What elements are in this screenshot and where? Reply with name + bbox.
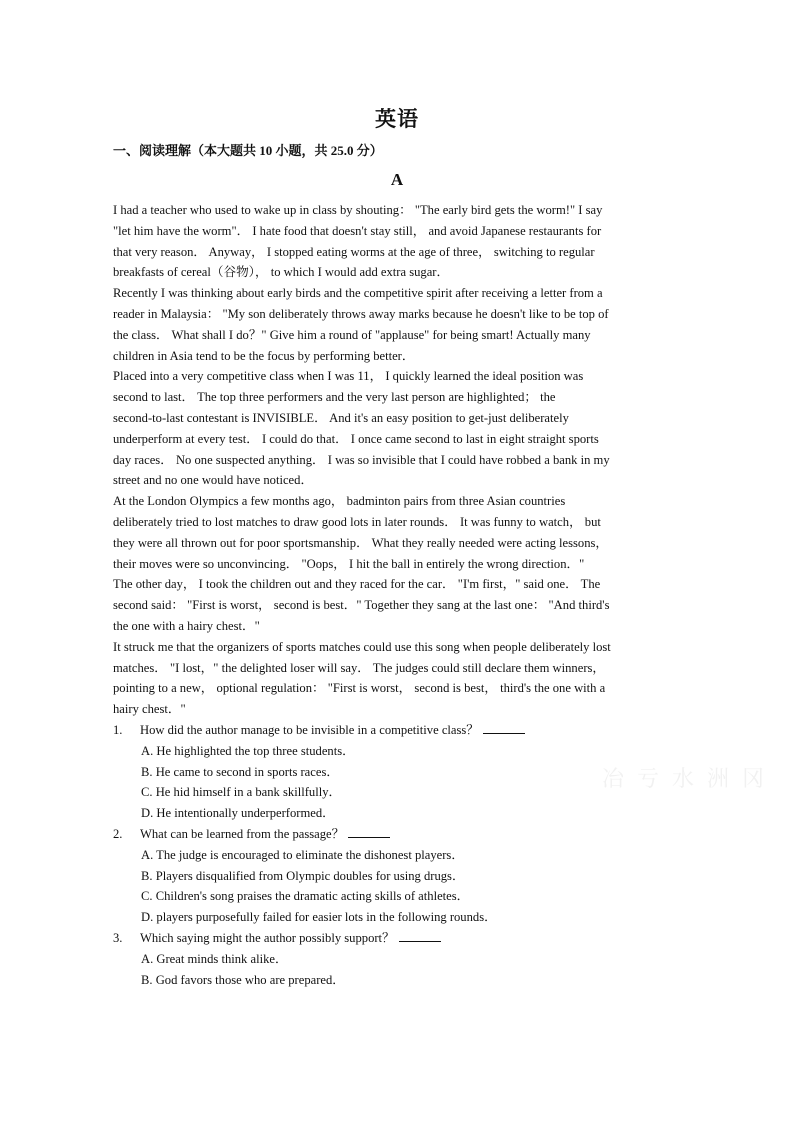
question-text: What can be learned from the passage？	[140, 826, 345, 841]
answer-option[interactable]	[113, 866, 713, 887]
option-text: D. He intentionally underperformed．	[141, 806, 335, 821]
question-list	[113, 720, 713, 990]
option-text: C. Children's song praises the dramatic acting skills of athletes．	[141, 889, 470, 904]
answer-blank[interactable]	[399, 929, 441, 942]
answer-option[interactable]	[113, 949, 713, 970]
passage-line: The other day， I took the children out and they raced for the car． "I'm first，" said one． The	[113, 577, 601, 592]
question-stem	[140, 720, 525, 741]
passage-line: hairy chest．"	[113, 702, 186, 717]
section-heading: 一、阅读理解（本大题共 10 小题，共 25.0 分）	[113, 143, 383, 158]
passage-line: children in Asia tend to be the focus by performing better．	[113, 348, 415, 363]
page-title: 英语	[375, 107, 419, 131]
passage-line: Placed into a very competitive class when I was 11， I quickly learned the ideal position was	[113, 369, 584, 384]
passage-line: second to last． The top three performers and the very last person are highlighted； the	[113, 390, 556, 405]
option-text: B. God favors those who are prepared．	[141, 972, 345, 987]
question-number: 2.	[113, 826, 123, 841]
option-text: A. He highlighted the top three students．	[141, 743, 355, 758]
answer-option[interactable]	[113, 845, 713, 866]
option-text: B. Players disqualified from Olympic doubles for using drugs．	[141, 868, 465, 883]
reading-passage	[113, 200, 673, 720]
answer-option[interactable]	[113, 907, 713, 928]
question-item	[113, 928, 713, 949]
passage-line: Recently I was thinking about early birds and the competitive spirit after receiving a letter from a	[113, 286, 603, 301]
answer-option[interactable]	[113, 741, 713, 762]
passage-line: their moves were so unconvincing． "Oops， I hit the ball in entirely the wrong direction．"	[113, 556, 585, 571]
passage-line: "let him have the worm"． I hate food that doesn't stay still， and avoid Japanese restaurants for	[113, 223, 602, 238]
question-stem	[140, 928, 441, 949]
passage-line: underperform at every test． I could do that． I once came second to last in eight straight sports	[113, 431, 599, 446]
answer-blank[interactable]	[483, 721, 525, 734]
option-text: A. Great minds think alike．	[141, 951, 288, 966]
passage-line: pointing to a new， optional regulation： "First is worst， second is best， third's the one with a	[113, 681, 606, 696]
question-text: Which saying might the author possibly support？	[140, 930, 395, 945]
passage-line: street and no one would have noticed．	[113, 473, 314, 488]
passage-line: the one with a hairy chest．"	[113, 618, 260, 633]
option-text: A. The judge is encouraged to eliminate the dishonest players．	[141, 847, 464, 862]
question-item	[113, 824, 713, 845]
answer-option[interactable]	[113, 886, 713, 907]
passage-line: deliberately tried to lost matches to draw good lots in later rounds． It was funny to watch， but	[113, 514, 601, 529]
question-stem	[140, 824, 390, 845]
answer-option[interactable]	[113, 970, 713, 991]
option-text: D. players purposefully failed for easier lots in the following rounds．	[141, 910, 497, 925]
answer-option[interactable]	[113, 803, 713, 824]
passage-line: the class． What shall I do？" Give him a round of "applause" for being smart! Actually many	[113, 327, 591, 342]
passage-line: day races． No one suspected anything． I was so invisible that I could have robbed a bank in my	[113, 452, 610, 467]
passage-line: At the London Olympics a few months ago， badminton pairs from three Asian countries	[113, 494, 566, 509]
passage-line: they were all thrown out for poor sportsmanship． What they really needed were acting lessons，	[113, 535, 608, 550]
option-text: B. He came to second in sports races．	[141, 764, 339, 779]
question-number: 1.	[113, 723, 123, 737]
passage-line: I had a teacher who used to wake up in class by shouting： "The early bird gets the worm!" I say	[113, 203, 603, 217]
passage-line: matches． "I lost，" the delighted loser will say． The judges could still declare them winners，	[113, 660, 606, 675]
watermark-text: 冶 亏 水 洲 冈	[602, 767, 767, 792]
passage-line: reader in Malaysia： "My son deliberately throws away marks because he doesn't like to be top of	[113, 306, 609, 321]
question-number: 3.	[113, 930, 123, 945]
passage-line: second-to-last contestant is INVISIBLE． And it's an easy position to get-just deliberately	[113, 410, 569, 425]
question-item	[113, 720, 713, 741]
passage-line: that very reason． Anyway， I stopped eating worms at the age of three， switching to regular	[113, 244, 595, 259]
question-text: How did the author manage to be invisible in a competitive class？	[140, 723, 479, 737]
passage-line: It struck me that the organizers of sports matches could use this song when people deliberately lost	[113, 639, 611, 654]
passage-line: second said： "First is worst， second is best．" Together they sang at the last one： "And third's	[113, 598, 610, 613]
passage-label: A	[390, 170, 404, 189]
passage-line: breakfasts of cereal（谷物）， to which I would add extra sugar．	[113, 265, 450, 280]
option-text: C. He hid himself in a bank skillfully．	[141, 785, 342, 800]
answer-blank[interactable]	[348, 825, 390, 838]
